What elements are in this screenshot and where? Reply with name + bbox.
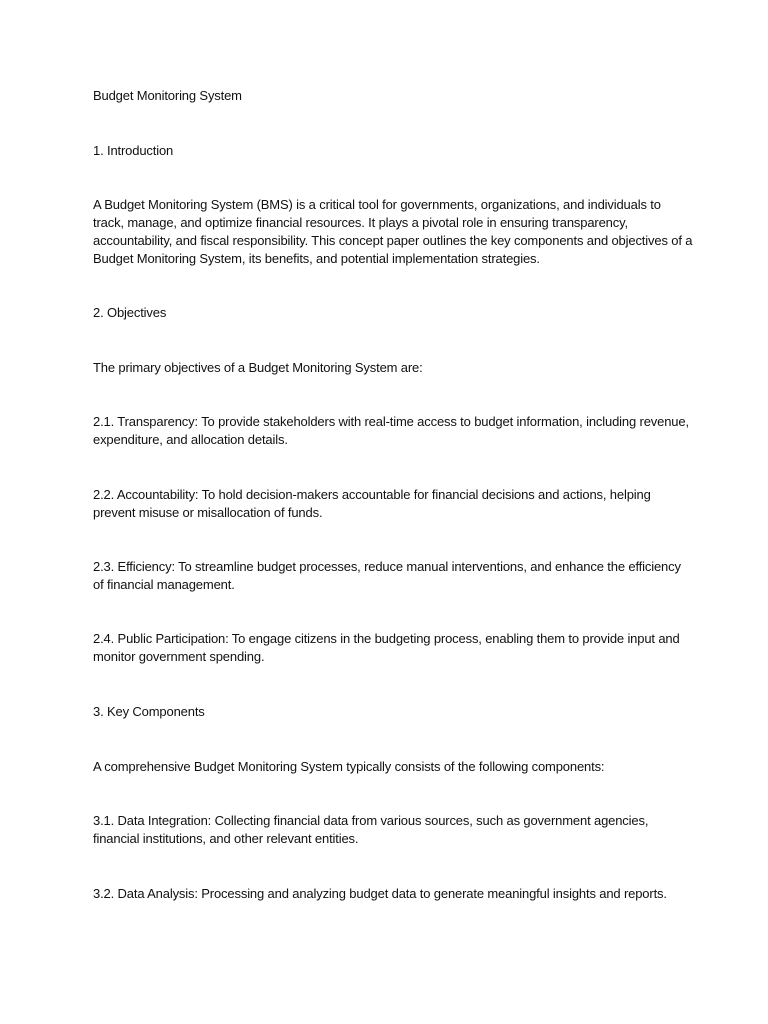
key-components-intro: A comprehensive Budget Monitoring System typically consists of the following components: [93,759,605,774]
objective-item: 2.3. Efficiency: To streamline budget processes, reduce manual interventions, and enhance the efficiency of financial management. [93,559,681,592]
objectives-intro: The primary objectives of a Budget Monitoring System are: [93,360,423,375]
section-heading-introduction: 1. Introduction [93,143,174,158]
introduction-paragraph: A Budget Monitoring System (BMS) is a critical tool for governments, organizations, and individuals to track, manage, and optimize financial resources. It plays a pivotal role in ensuring transparency, accountability, and fiscal responsibility. This concept paper outlines the key components and objectives of a Budget Monitoring System, its benefits, and potential implementation strategies. [93,197,693,266]
component-item: 3.1. Data Integration: Collecting financial data from various sources, such as government agencies, financial institutions, and other relevant entities. [93,813,649,846]
objective-item: 2.1. Transparency: To provide stakeholders with real-time access to budget information, including revenue, expenditure, and allocation details. [93,414,689,447]
component-item: 3.2. Data Analysis: Processing and analyzing budget data to generate meaningful insights and reports. [93,886,667,901]
objective-item: 2.2. Accountability: To hold decision-makers accountable for financial decisions and actions, helping prevent misuse or misallocation of funds. [93,487,651,520]
document-title: Budget Monitoring System [93,88,242,103]
objective-item: 2.4. Public Participation: To engage citizens in the budgeting process, enabling them to provide input and monitor government spending. [93,631,680,664]
section-heading-key-components: 3. Key Components [93,704,205,719]
section-heading-objectives: 2. Objectives [93,305,167,320]
